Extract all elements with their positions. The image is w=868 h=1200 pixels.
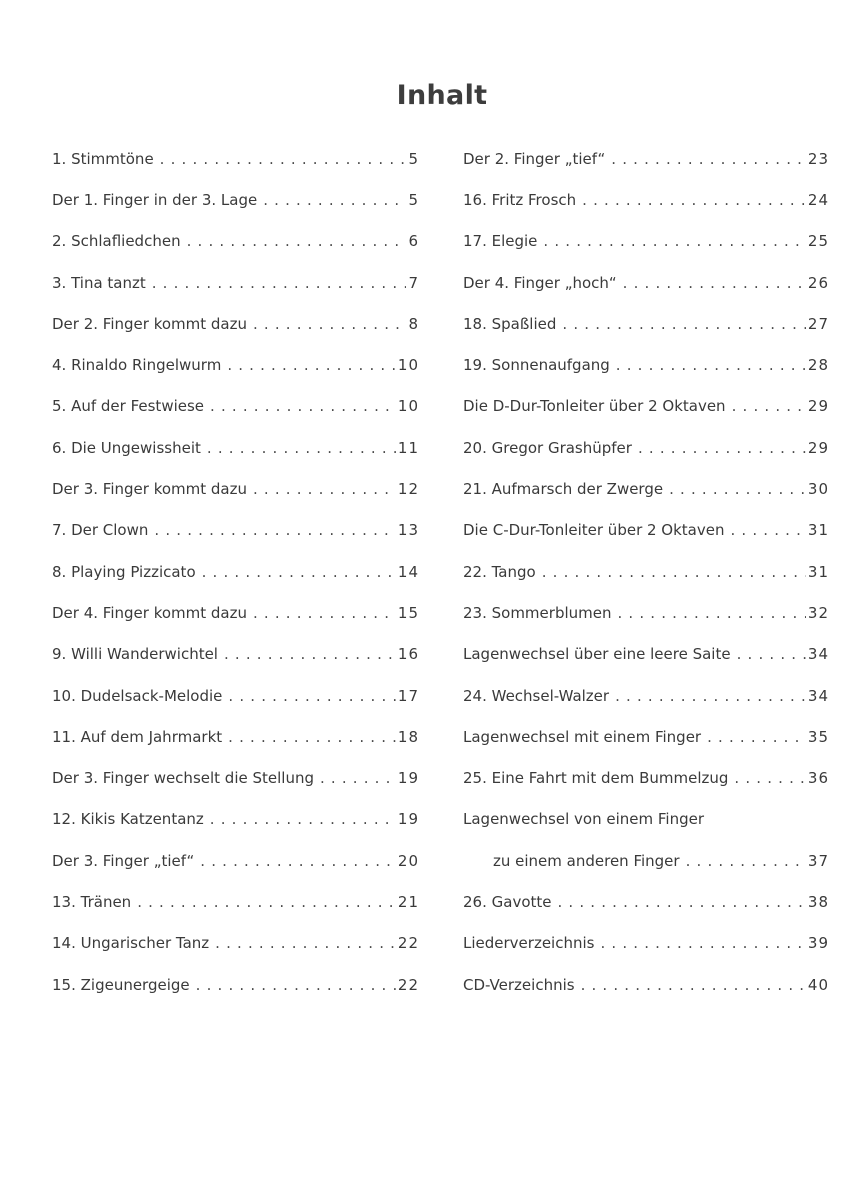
- toc-entry[interactable]: [52, 344, 419, 385]
- toc-entry[interactable]: [463, 138, 829, 179]
- toc-entry-title: Der 3. Finger kommt dazu: [52, 480, 247, 499]
- toc-dot-leader: [623, 274, 806, 292]
- toc-entry[interactable]: [463, 592, 829, 633]
- toc-entry-page: 35: [807, 727, 829, 746]
- toc-entry-page: 31: [807, 562, 829, 581]
- toc-entry-heading[interactable]: [463, 799, 829, 840]
- toc-column-right: [463, 138, 829, 1005]
- toc-entry[interactable]: [52, 592, 419, 633]
- toc-dot-leader: [152, 274, 407, 292]
- toc-entry-title: Der 2. Finger kommt dazu: [52, 314, 247, 333]
- toc-dot-leader: [686, 852, 806, 870]
- toc-entry-title: 10. Dudelsack-Melodie: [52, 686, 223, 705]
- toc-dot-leader: [263, 191, 406, 209]
- toc-entry[interactable]: [52, 427, 419, 468]
- toc-entry-page: 23: [807, 149, 829, 168]
- toc-entry-title: Der 2. Finger „tief“: [463, 149, 606, 168]
- toc-entry-page: 8: [408, 314, 419, 333]
- toc-entry-page: 26: [807, 273, 829, 292]
- toc-entry[interactable]: [463, 634, 829, 675]
- toc-entry-title: 21. Aufmarsch der Zwerge: [463, 480, 664, 499]
- toc-dot-leader: [320, 769, 396, 787]
- toc-dot-leader: [543, 232, 805, 250]
- toc-entry-title: 2. Schlafliedchen: [52, 232, 181, 251]
- toc-dot-leader: [734, 769, 805, 787]
- toc-dot-leader: [617, 604, 805, 622]
- toc-dot-leader: [732, 397, 806, 415]
- toc-entry-page: 38: [807, 892, 829, 911]
- toc-entry-title: 1. Stimmtöne: [52, 149, 154, 168]
- toc-entry-page: 40: [807, 975, 829, 994]
- toc-entry-title: Lagenwechsel von einem Finger: [463, 810, 705, 829]
- toc-entry[interactable]: [52, 221, 419, 262]
- page-title: Inhalt: [396, 80, 488, 112]
- toc-dot-leader: [253, 604, 396, 622]
- toc-entry[interactable]: [52, 881, 419, 922]
- toc-dot-leader: [227, 356, 396, 374]
- toc-dot-leader: [253, 480, 396, 498]
- toc-entry[interactable]: [463, 716, 829, 757]
- toc-dot-leader: [196, 976, 396, 994]
- toc-dot-leader: [215, 934, 396, 952]
- toc-dot-leader: [581, 976, 806, 994]
- toc-dot-leader: [200, 852, 396, 870]
- toc-entry-page: 19: [397, 810, 419, 829]
- toc-entry-page: 30: [807, 480, 829, 499]
- toc-entry[interactable]: [52, 840, 419, 881]
- toc-entry-page: 32: [807, 603, 829, 622]
- toc-entry-page: 18: [397, 727, 419, 746]
- toc-entry-title: 8. Playing Pizzicato: [52, 562, 196, 581]
- toc-entry-title: 13. Tränen: [52, 892, 132, 911]
- toc-entry-title: 11. Auf dem Jahrmarkt: [52, 727, 223, 746]
- toc-dot-leader: [707, 728, 806, 746]
- toc-entry-title: 9. Willi Wanderwichtel: [52, 645, 218, 664]
- toc-entry-page: 17: [397, 686, 419, 705]
- toc-dot-leader: [210, 397, 396, 415]
- toc-entry-page: 13: [397, 521, 419, 540]
- toc-entry-page: 22: [397, 975, 419, 994]
- toc-entry[interactable]: [52, 303, 419, 344]
- toc-entry[interactable]: [52, 675, 419, 716]
- toc-entry-page: 25: [807, 232, 829, 251]
- toc-entry[interactable]: [463, 551, 829, 592]
- toc-entry-title: Der 3. Finger „tief“: [52, 851, 195, 870]
- toc-entry-page: 5: [408, 149, 419, 168]
- toc-entry-page: 24: [807, 190, 829, 209]
- toc-dot-leader: [582, 191, 806, 209]
- toc-entry[interactable]: [463, 881, 829, 922]
- toc-dot-leader: [557, 893, 805, 911]
- toc-entry-page: 29: [807, 397, 829, 416]
- toc-entry-title: 20. Gregor Grashüpfer: [463, 438, 632, 457]
- toc-entry-page: 22: [397, 934, 419, 953]
- toc-dot-leader: [202, 563, 396, 581]
- toc-entry-page: 11: [397, 438, 419, 457]
- toc-entry-title: Der 4. Finger kommt dazu: [52, 603, 247, 622]
- toc-entry-page: 31: [807, 521, 829, 540]
- toc-dot-leader: [137, 893, 396, 911]
- toc-dot-leader: [562, 315, 806, 333]
- toc-entry-title: Die C-Dur-Tonleiter über 2 Oktaven: [463, 521, 725, 540]
- toc-entry-title: 22. Tango: [463, 562, 536, 581]
- toc-entry-title: 3. Tina tanzt: [52, 273, 146, 292]
- toc-entry-page: 37: [807, 851, 829, 870]
- toc-entry-page: 7: [408, 273, 419, 292]
- toc-entry-title: 12. Kikis Katzentanz: [52, 810, 204, 829]
- toc-dot-leader: [228, 687, 396, 705]
- toc-entry[interactable]: [463, 923, 829, 964]
- toc-entry-page: 15: [397, 603, 419, 622]
- toc-entry-title: Der 3. Finger wechselt die Stellung: [52, 769, 314, 788]
- toc-entry[interactable]: [463, 179, 829, 220]
- toc-entry-title: Liederverzeichnis: [463, 934, 595, 953]
- toc-dot-leader: [224, 645, 396, 663]
- toc-entry-page: 10: [397, 356, 419, 375]
- toc-entry[interactable]: [52, 138, 419, 179]
- toc-entry[interactable]: [52, 468, 419, 509]
- toc-dot-leader: [611, 150, 806, 168]
- toc-entry[interactable]: [52, 923, 419, 964]
- toc-entry-title: Der 1. Finger in der 3. Lage: [52, 190, 258, 209]
- toc-entry-page: 27: [807, 314, 829, 333]
- toc-entry[interactable]: [52, 386, 419, 427]
- toc-entry[interactable]: [52, 551, 419, 592]
- toc-entry-page: 5: [408, 190, 419, 209]
- toc-entry[interactable]: [463, 386, 829, 427]
- toc-entry-title: 26. Gavotte: [463, 892, 552, 911]
- toc-dot-leader: [600, 934, 805, 952]
- toc-entry-title: 17. Elegie: [463, 232, 538, 251]
- toc-dot-leader: [160, 150, 407, 168]
- toc-entry-page: 14: [397, 562, 419, 581]
- toc-entry-page: 16: [397, 645, 419, 664]
- toc-entry[interactable]: [463, 303, 829, 344]
- toc-entry[interactable]: [463, 221, 829, 262]
- toc-entry-title: Lagenwechsel mit einem Finger: [463, 727, 702, 746]
- toc-entry-title: 19. Sonnenaufgang: [463, 356, 610, 375]
- toc-entry-page: 29: [807, 438, 829, 457]
- toc-entry[interactable]: [52, 964, 419, 1005]
- toc-entry[interactable]: [463, 757, 829, 798]
- toc-entry[interactable]: [52, 510, 419, 551]
- toc-entry-page: 19: [397, 769, 419, 788]
- toc-entry-page: 28: [807, 356, 829, 375]
- toc-dot-leader: [542, 563, 806, 581]
- toc-entry-title: 7. Der Clown: [52, 521, 149, 540]
- toc-entry[interactable]: [52, 716, 419, 757]
- toc-entry[interactable]: [463, 344, 829, 385]
- toc-entry-title: Die D-Dur-Tonleiter über 2 Oktaven: [463, 397, 726, 416]
- toc-entry-page: 20: [397, 851, 419, 870]
- toc-entry[interactable]: [52, 179, 419, 220]
- toc-entry-title: 23. Sommerblumen: [463, 603, 612, 622]
- toc-entry-title: 14. Ungarischer Tanz: [52, 934, 210, 953]
- toc-entry-title: 4. Rinaldo Ringelwurm: [52, 356, 222, 375]
- toc-entry-title: 6. Die Ungewissheit: [52, 438, 201, 457]
- toc-entry[interactable]: [52, 757, 419, 798]
- toc-entry[interactable]: [463, 510, 829, 551]
- toc-dot-leader: [731, 521, 806, 539]
- toc-entry-title: 25. Eine Fahrt mit dem Bummelzug: [463, 769, 729, 788]
- toc-entry[interactable]: [463, 427, 829, 468]
- toc-dot-leader: [154, 521, 396, 539]
- toc-dot-leader: [669, 480, 806, 498]
- toc-entry-title: 18. Spaßlied: [463, 314, 557, 333]
- toc-entry-title: 16. Fritz Frosch: [463, 190, 577, 209]
- toc-entry-page: 34: [807, 645, 829, 664]
- toc-entry-page: 39: [807, 934, 829, 953]
- toc-entry[interactable]: [463, 468, 829, 509]
- toc-entry[interactable]: [52, 634, 419, 675]
- toc-entry[interactable]: [463, 964, 829, 1005]
- toc-dot-leader: [616, 356, 806, 374]
- toc-dot-leader: [253, 315, 406, 333]
- toc-dot-leader: [207, 439, 396, 457]
- toc-entry-page: 34: [807, 686, 829, 705]
- toc-entry-title: zu einem anderen Finger: [493, 851, 680, 870]
- toc-entry-title: 15. Zigeunergeige: [52, 975, 190, 994]
- toc-column-left: [52, 138, 419, 1005]
- toc-entry-page: 21: [397, 892, 419, 911]
- toc-dot-leader: [638, 439, 806, 457]
- toc-dot-leader: [187, 232, 407, 250]
- toc-entry-title: 24. Wechsel-Walzer: [463, 686, 610, 705]
- toc-entry-page: 36: [807, 769, 829, 788]
- toc-entry-continuation[interactable]: [463, 840, 829, 881]
- toc-entry-page: 12: [397, 480, 419, 499]
- toc-dot-leader: [210, 810, 396, 828]
- toc-entry-page: 6: [408, 232, 419, 251]
- toc-entry[interactable]: [463, 262, 829, 303]
- toc-entry-title: Lagenwechsel über eine leere Saite: [463, 645, 731, 664]
- toc-dot-leader: [228, 728, 396, 746]
- toc-entry[interactable]: [463, 675, 829, 716]
- toc-entry-title: Der 4. Finger „hoch“: [463, 273, 617, 292]
- toc-entry-title: CD-Verzeichnis: [463, 975, 575, 994]
- toc-entry[interactable]: [52, 262, 419, 303]
- toc-entry[interactable]: [52, 799, 419, 840]
- toc-entry-page: 10: [397, 397, 419, 416]
- toc-dot-leader: [737, 645, 806, 663]
- toc-entry-title: 5. Auf der Festwiese: [52, 397, 205, 416]
- toc-dot-leader: [615, 687, 806, 705]
